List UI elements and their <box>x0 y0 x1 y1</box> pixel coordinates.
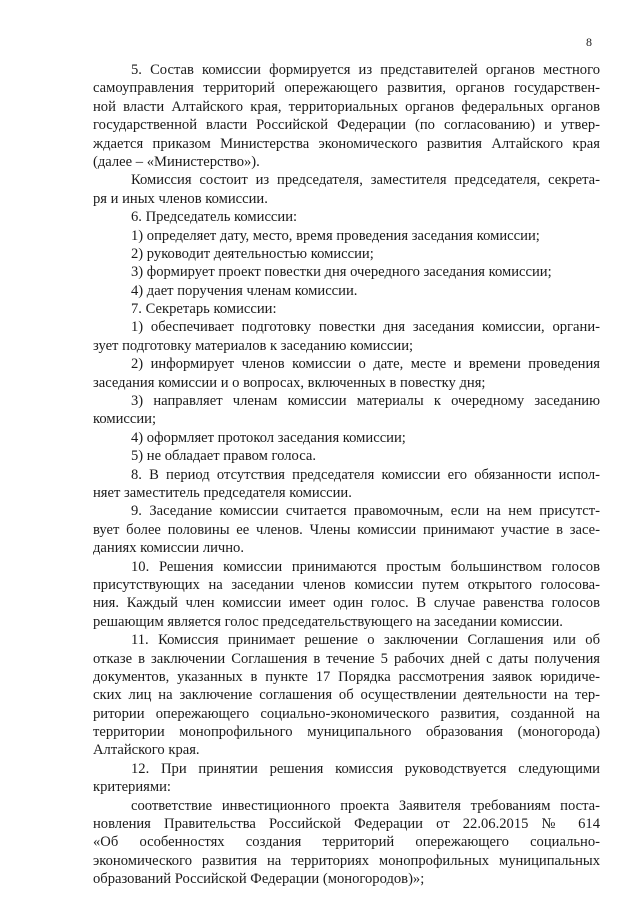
text-line: 4) оформляет протокол заседания комиссии; <box>131 429 406 446</box>
text-line: ря и иных членов комиссии. <box>93 190 268 207</box>
text-line: 6. Председатель комиссии: <box>131 209 298 226</box>
text-line: 3) формирует проект повестки дня очередного заседания комиссии; <box>131 264 552 281</box>
text-line: Комиссия состоит из председателя, заместителя председателя, секрета- <box>131 172 600 189</box>
text-line: даниях комиссии лично. <box>93 540 245 557</box>
text-line: отказе в заключении Соглашения в течение 5 рабочих дней с даты получения <box>93 650 600 667</box>
text-line: 1) обеспечивает подготовку повестки дня заседания комиссии, органи- <box>131 319 600 336</box>
text-line: 10. Решения комиссии принимаются простым большинством голосов <box>131 558 600 575</box>
text-line: 5) не обладает правом голоса. <box>131 448 316 465</box>
text-line: 5. Состав комиссии формируется из представителей органов местного <box>131 62 600 78</box>
text-line: ских лиц на заключение соглашения об осуществлении деятельности на тер- <box>93 687 600 704</box>
text-line: присутствующих на заседании членов комиссии путем открытого голосова- <box>93 576 600 593</box>
text-line: няет заместитель председателя комиссии. <box>93 484 352 501</box>
page-number: 8 <box>586 35 592 49</box>
text-line: (далее – «Министерство»). <box>93 153 260 170</box>
text-line: 3) направляет членам комиссии материалы к очередному заседанию <box>131 393 600 410</box>
text-line: экономического развития на территориях монопрофильных муниципальных <box>93 852 600 869</box>
text-line: образований Российской Федерации (моногородов)»; <box>93 871 425 888</box>
text-line: государственной власти Российской Федерации (по согласованию) и утвер- <box>93 117 600 134</box>
text-line: комиссии; <box>93 411 157 428</box>
text-line: ния. Каждый член комиссии имеет один голос. В случае равенства голосов <box>93 595 600 612</box>
text-line: 12. При принятии решения комиссия руководствуется следующими <box>131 760 600 777</box>
text-line: 2) руководит деятельностью комиссии; <box>131 245 374 262</box>
text-line: соответствие инвестиционного проекта Заявителя требованиям поста- <box>131 797 600 814</box>
text-line: зует подготовку материалов к заседанию комиссии; <box>93 337 414 354</box>
text-line: 8. В период отсутствия председателя комиссии его обязанности испол- <box>131 466 600 483</box>
text-line: Алтайского края. <box>93 742 200 759</box>
text-line: решающим является голос председательствующего на заседании комиссии. <box>93 613 563 630</box>
text-line: критериями: <box>93 779 171 796</box>
text-line: территории монопрофильного муниципального образования (моногорода) <box>93 724 600 741</box>
text-line: «Об особенностях создания территорий опережающего социально- <box>93 834 600 851</box>
text-line: ной власти Алтайского края, территориальных органов федеральных органов <box>93 98 600 115</box>
text-line: 7. Секретарь комиссии: <box>131 301 277 318</box>
text-line: ритории опережающего социально-экономического развития, созданной на <box>93 705 600 722</box>
document-text <box>93 61 600 889</box>
text-line: вует более половины ее членов. Члены комиссии принимают участие в засе- <box>93 521 600 538</box>
text-line: документов, указанных в пункте 17 Порядка рассмотрения заявок юридиче- <box>93 668 600 685</box>
text-line: 11. Комиссия принимает решение о заключении Соглашения или об <box>131 632 600 649</box>
text-line: 9. Заседание комиссии считается правомочным, если на нем присутст- <box>131 503 600 520</box>
text-line: новления Правительства Российской Федерации от 22.06.2015 № 614 <box>93 816 600 833</box>
text-line: 2) информирует членов комиссии о дате, месте и времени проведения <box>131 356 600 373</box>
text-line: самоуправления территорий опережающего развития, органов государствен- <box>93 80 600 97</box>
text-line: 1) определяет дату, место, время проведения заседания комиссии; <box>131 227 540 244</box>
text-line: ждается приказом Министерства экономического развития Алтайского края <box>93 135 600 152</box>
text-line: заседания комиссии и о вопросах, включенных в повестку дня; <box>93 374 486 391</box>
text-line: 4) дает поручения членам комиссии. <box>131 282 358 299</box>
